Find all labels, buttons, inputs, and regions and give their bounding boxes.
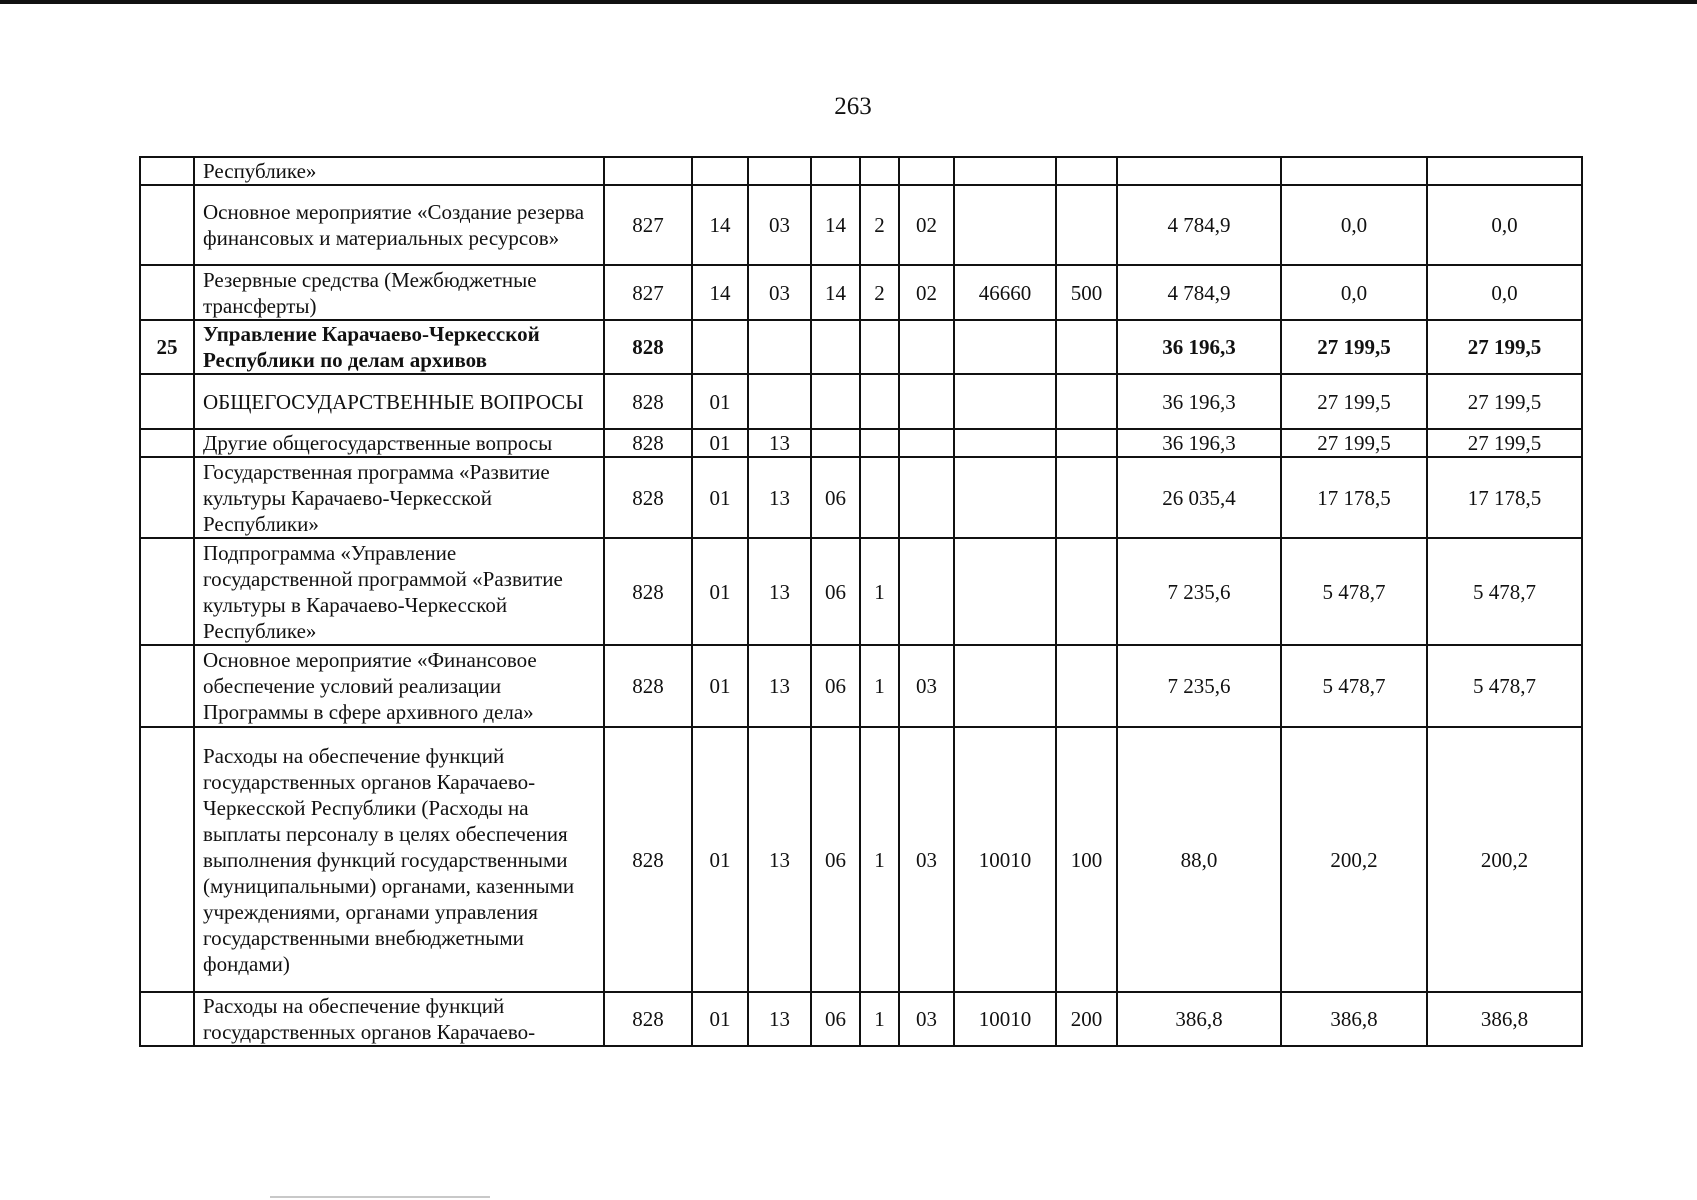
scan-top-edge	[0, 0, 1697, 4]
table-row	[140, 185, 1582, 265]
amount-cell: 17 178,5	[1281, 457, 1427, 538]
code-cell: 500	[1056, 265, 1117, 320]
amount-cell: 27 199,5	[1281, 320, 1427, 374]
amount-cell	[1281, 157, 1427, 185]
row-number	[140, 374, 194, 429]
code-cell: 10010	[954, 992, 1056, 1046]
code-cell	[811, 374, 860, 429]
code-cell: 828	[604, 374, 692, 429]
code-cell: 828	[604, 457, 692, 538]
code-cell: 200	[1056, 992, 1117, 1046]
row-name: Основное мероприятие «Создание резерва финансовых и материальных ресурсов»	[194, 185, 604, 265]
code-cell	[954, 157, 1056, 185]
code-cell: 46660	[954, 265, 1056, 320]
table-row	[140, 457, 1582, 538]
code-cell	[954, 538, 1056, 645]
amount-cell	[1117, 157, 1281, 185]
code-cell	[748, 320, 811, 374]
row-number	[140, 429, 194, 457]
code-cell: 828	[604, 320, 692, 374]
code-cell: 1	[860, 992, 899, 1046]
code-cell: 828	[604, 727, 692, 992]
amount-cell: 27 199,5	[1427, 374, 1582, 429]
amount-cell: 27 199,5	[1281, 429, 1427, 457]
amount-cell	[1427, 157, 1582, 185]
row-number	[140, 265, 194, 320]
row-number	[140, 992, 194, 1046]
code-cell	[954, 374, 1056, 429]
table-row	[140, 157, 1582, 185]
row-name: Резервные средства (Межбюджетные трансферты)	[194, 265, 604, 320]
amount-cell: 27 199,5	[1427, 320, 1582, 374]
code-cell: 02	[899, 185, 954, 265]
code-cell: 01	[692, 992, 748, 1046]
table-row	[140, 538, 1582, 645]
row-number	[140, 457, 194, 538]
code-cell: 01	[692, 374, 748, 429]
table-row	[140, 320, 1582, 374]
code-cell	[860, 157, 899, 185]
row-name: Расходы на обеспечение функций государственных органов Карачаево-	[194, 992, 604, 1046]
row-name: Республике»	[194, 157, 604, 185]
code-cell	[899, 374, 954, 429]
code-cell	[811, 320, 860, 374]
code-cell	[1056, 374, 1117, 429]
code-cell: 1	[860, 538, 899, 645]
code-cell: 01	[692, 429, 748, 457]
code-cell	[954, 185, 1056, 265]
code-cell: 03	[899, 645, 954, 727]
amount-cell: 0,0	[1427, 185, 1582, 265]
code-cell	[1056, 429, 1117, 457]
row-number: 25	[140, 320, 194, 374]
amount-cell: 88,0	[1117, 727, 1281, 992]
amount-cell: 7 235,6	[1117, 645, 1281, 727]
code-cell	[954, 457, 1056, 538]
amount-cell: 0,0	[1281, 265, 1427, 320]
code-cell	[899, 157, 954, 185]
code-cell	[1056, 645, 1117, 727]
code-cell: 14	[811, 185, 860, 265]
code-cell: 2	[860, 185, 899, 265]
code-cell	[811, 157, 860, 185]
code-cell: 827	[604, 185, 692, 265]
code-cell	[692, 157, 748, 185]
code-cell	[1056, 457, 1117, 538]
code-cell	[1056, 538, 1117, 645]
code-cell	[954, 645, 1056, 727]
code-cell: 06	[811, 538, 860, 645]
table-row	[140, 645, 1582, 727]
scan-artifact-line	[270, 1196, 490, 1198]
code-cell: 13	[748, 538, 811, 645]
code-cell: 03	[748, 185, 811, 265]
code-cell: 01	[692, 727, 748, 992]
code-cell: 828	[604, 992, 692, 1046]
code-cell	[860, 374, 899, 429]
code-cell	[954, 320, 1056, 374]
code-cell: 828	[604, 429, 692, 457]
table-row	[140, 429, 1582, 457]
code-cell: 13	[748, 992, 811, 1046]
code-cell	[1056, 185, 1117, 265]
code-cell	[860, 320, 899, 374]
amount-cell: 0,0	[1427, 265, 1582, 320]
code-cell	[692, 320, 748, 374]
table-row	[140, 265, 1582, 320]
code-cell	[899, 538, 954, 645]
amount-cell: 5 478,7	[1281, 645, 1427, 727]
code-cell	[899, 457, 954, 538]
code-cell	[860, 457, 899, 538]
amount-cell: 200,2	[1427, 727, 1582, 992]
code-cell: 100	[1056, 727, 1117, 992]
code-cell	[899, 320, 954, 374]
amount-cell: 4 784,9	[1117, 265, 1281, 320]
row-name: Государственная программа «Развитие культуры Карачаево-Черкесской Республики»	[194, 457, 604, 538]
row-name: ОБЩЕГОСУДАРСТВЕННЫЕ ВОПРОСЫ	[194, 374, 604, 429]
row-name: Расходы на обеспечение функций государственных органов Карачаево-Черкесской Республики (Расходы на выплаты персоналу в целях обеспечения выполнения функций государственными (муниципальными) органами, казенными учреждениями, органами управления государственными внебюджетными фондами)	[194, 727, 604, 992]
amount-cell: 17 178,5	[1427, 457, 1582, 538]
amount-cell: 4 784,9	[1117, 185, 1281, 265]
code-cell	[1056, 320, 1117, 374]
amount-cell: 27 199,5	[1281, 374, 1427, 429]
amount-cell: 27 199,5	[1427, 429, 1582, 457]
budget-table	[139, 156, 1583, 1047]
row-name: Подпрограмма «Управление государственной программой «Развитие культуры в Карачаево-Черкесской Республике»	[194, 538, 604, 645]
amount-cell: 26 035,4	[1117, 457, 1281, 538]
code-cell: 13	[748, 727, 811, 992]
row-name: Другие общегосударственные вопросы	[194, 429, 604, 457]
code-cell: 13	[748, 429, 811, 457]
code-cell: 828	[604, 645, 692, 727]
code-cell: 14	[692, 185, 748, 265]
code-cell	[860, 429, 899, 457]
code-cell	[604, 157, 692, 185]
code-cell	[954, 429, 1056, 457]
code-cell: 13	[748, 645, 811, 727]
code-cell: 1	[860, 727, 899, 992]
row-name: Управление Карачаево-Черкесской Республики по делам архивов	[194, 320, 604, 374]
code-cell	[1056, 157, 1117, 185]
amount-cell: 386,8	[1117, 992, 1281, 1046]
code-cell: 01	[692, 457, 748, 538]
amount-cell: 386,8	[1427, 992, 1582, 1046]
code-cell: 02	[899, 265, 954, 320]
row-number	[140, 538, 194, 645]
code-cell: 06	[811, 457, 860, 538]
code-cell: 14	[692, 265, 748, 320]
amount-cell: 386,8	[1281, 992, 1427, 1046]
code-cell: 13	[748, 457, 811, 538]
code-cell: 2	[860, 265, 899, 320]
amount-cell: 5 478,7	[1427, 538, 1582, 645]
code-cell: 14	[811, 265, 860, 320]
row-number	[140, 727, 194, 992]
table-row	[140, 992, 1582, 1046]
table-row	[140, 374, 1582, 429]
amount-cell: 5 478,7	[1281, 538, 1427, 645]
row-name: Основное мероприятие «Финансовое обеспечение условий реализации Программы в сфере архивного дела»	[194, 645, 604, 727]
code-cell: 03	[899, 992, 954, 1046]
code-cell: 06	[811, 727, 860, 992]
code-cell: 03	[748, 265, 811, 320]
code-cell: 03	[899, 727, 954, 992]
amount-cell: 0,0	[1281, 185, 1427, 265]
amount-cell: 36 196,3	[1117, 429, 1281, 457]
code-cell: 10010	[954, 727, 1056, 992]
table-row	[140, 727, 1582, 992]
amount-cell: 36 196,3	[1117, 374, 1281, 429]
amount-cell: 7 235,6	[1117, 538, 1281, 645]
row-number	[140, 645, 194, 727]
code-cell: 01	[692, 645, 748, 727]
code-cell: 01	[692, 538, 748, 645]
page-number: 263	[834, 93, 872, 120]
code-cell: 827	[604, 265, 692, 320]
code-cell	[811, 429, 860, 457]
amount-cell: 200,2	[1281, 727, 1427, 992]
code-cell: 06	[811, 645, 860, 727]
code-cell	[748, 157, 811, 185]
code-cell: 1	[860, 645, 899, 727]
code-cell: 828	[604, 538, 692, 645]
amount-cell: 5 478,7	[1427, 645, 1582, 727]
code-cell	[748, 374, 811, 429]
code-cell: 06	[811, 992, 860, 1046]
row-number	[140, 157, 194, 185]
amount-cell: 36 196,3	[1117, 320, 1281, 374]
code-cell	[899, 429, 954, 457]
row-number	[140, 185, 194, 265]
